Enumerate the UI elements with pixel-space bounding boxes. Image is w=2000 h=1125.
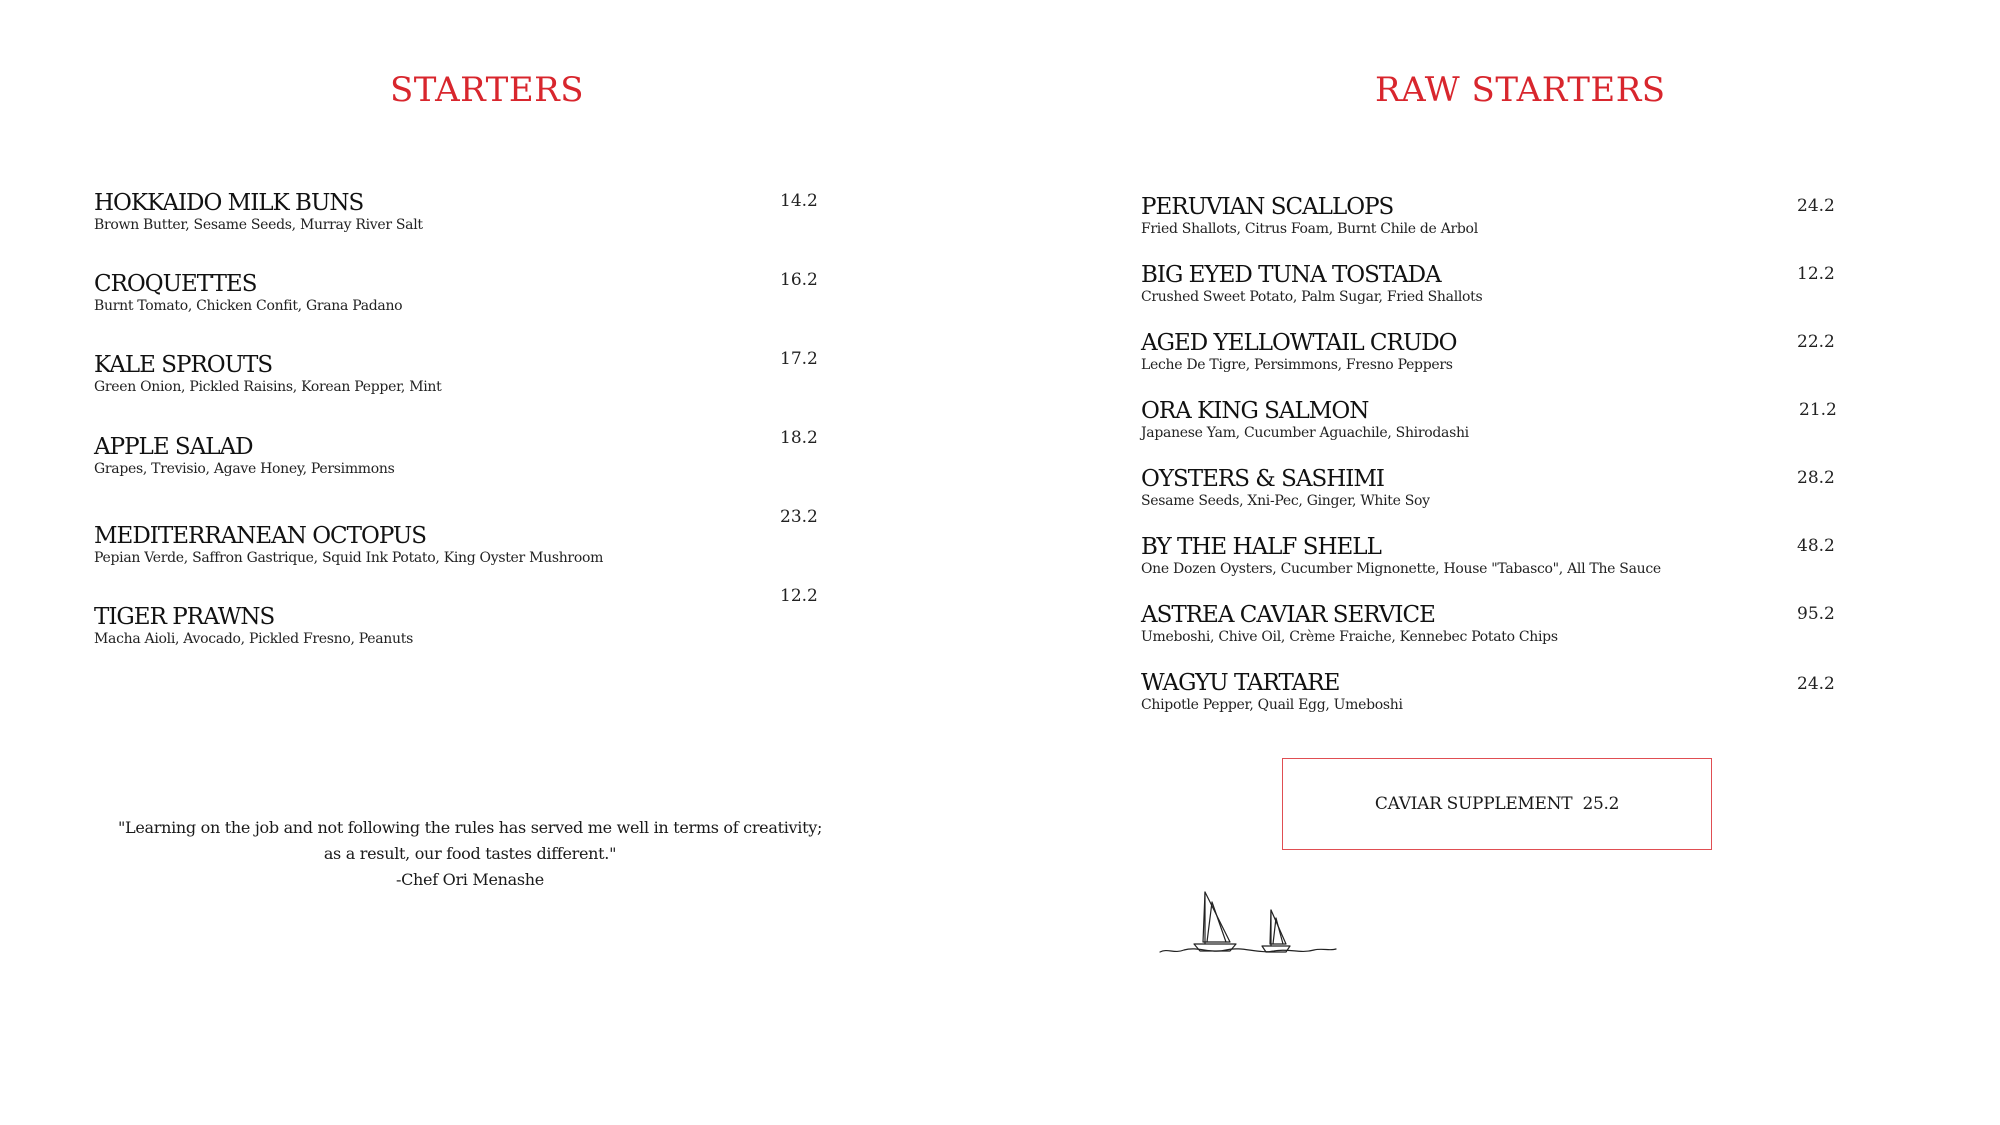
item-description: Fried Shallots, Citrus Foam, Burnt Chile de Arbol xyxy=(1141,221,1478,237)
quote-line: "Learning on the job and not following the rules has served me well in terms of creativity; xyxy=(117,818,823,837)
item-price: 17.2 xyxy=(780,349,818,369)
item-name: MEDITERRANEAN OCTOPUS xyxy=(94,523,427,549)
item-description: Crushed Sweet Potato, Palm Sugar, Fried Shallots xyxy=(1141,289,1483,305)
item-description: Green Onion, Pickled Raisins, Korean Pepper, Mint xyxy=(94,379,442,395)
menu-item-wagyu-tartare xyxy=(1141,670,1403,714)
raw-starters-title: RAW STARTERS xyxy=(1375,70,1666,110)
item-price: 14.2 xyxy=(780,191,818,211)
item-description: One Dozen Oysters, Cucumber Mignonette, House "Tabasco", All The Sauce xyxy=(1141,561,1661,577)
caviar-supplement-box: CAVIAR SUPPLEMENT 25.2 xyxy=(1282,758,1712,850)
item-name: HOKKAIDO MILK BUNS xyxy=(94,190,364,216)
item-price: 12.2 xyxy=(780,586,818,606)
item-price: 48.2 xyxy=(1797,536,1835,556)
menu-item-apple-salad xyxy=(94,434,395,478)
item-name: APPLE SALAD xyxy=(94,434,253,460)
quote-line: as a result, our food tastes different." xyxy=(323,844,617,863)
item-name: PERUVIAN SCALLOPS xyxy=(1141,194,1394,220)
quote-attribution: -Chef Ori Menashe xyxy=(396,870,544,889)
item-name: AGED YELLOWTAIL CRUDO xyxy=(1141,330,1457,356)
item-description: Grapes, Trevisio, Agave Honey, Persimmons xyxy=(94,461,395,477)
item-price: 18.2 xyxy=(780,428,818,448)
item-name: KALE SPROUTS xyxy=(94,352,273,378)
sailboats-line-drawing-icon xyxy=(1158,888,1338,958)
menu-item-hokkaido-milk-buns xyxy=(94,190,423,234)
item-price: 23.2 xyxy=(780,507,818,527)
item-description: Leche De Tigre, Persimmons, Fresno Peppers xyxy=(1141,357,1453,373)
menu-item-oysters-sashimi xyxy=(1141,466,1430,510)
item-price: 24.2 xyxy=(1797,196,1835,216)
menu-item-astrea-caviar-service xyxy=(1141,602,1558,646)
item-price: 22.2 xyxy=(1797,332,1835,352)
item-description: Burnt Tomato, Chicken Confit, Grana Padano xyxy=(94,298,403,314)
item-price: 12.2 xyxy=(1797,264,1835,284)
item-description: Brown Butter, Sesame Seeds, Murray River Salt xyxy=(94,217,423,233)
menu-item-peruvian-scallops xyxy=(1141,194,1478,238)
item-description: Umeboshi, Chive Oil, Crème Fraiche, Kennebec Potato Chips xyxy=(1141,629,1558,645)
item-name: BY THE HALF SHELL xyxy=(1141,534,1381,560)
menu-item-big-eyed-tuna-tostada xyxy=(1141,262,1482,306)
item-name: WAGYU TARTARE xyxy=(1141,670,1340,696)
item-name: CROQUETTES xyxy=(94,271,257,297)
starters-title: STARTERS xyxy=(390,70,585,110)
item-price: 24.2 xyxy=(1797,674,1835,694)
menu-item-aged-yellowtail-crudo xyxy=(1141,330,1457,374)
item-name: ORA KING SALMON xyxy=(1141,398,1369,424)
item-price: 21.2 xyxy=(1799,400,1837,420)
menu-item-by-the-half-shell xyxy=(1141,534,1661,578)
menu-item-ora-king-salmon xyxy=(1141,398,1469,442)
menu-item-tiger-prawns xyxy=(94,604,413,648)
item-description: Macha Aioli, Avocado, Pickled Fresno, Peanuts xyxy=(94,631,413,647)
menu-item-kale-sprouts xyxy=(94,352,441,396)
item-description: Sesame Seeds, Xni-Pec, Ginger, White Soy xyxy=(1141,493,1430,509)
item-price: 16.2 xyxy=(780,270,818,290)
item-description: Japanese Yam, Cucumber Aguachile, Shirodashi xyxy=(1141,425,1469,441)
chef-quote xyxy=(110,815,830,893)
item-name: OYSTERS & SASHIMI xyxy=(1141,466,1384,492)
item-description: Pepian Verde, Saffron Gastrique, Squid Ink Potato, King Oyster Mushroom xyxy=(94,550,604,566)
menu-item-croquettes xyxy=(94,271,402,315)
menu-item-mediterranean-octopus xyxy=(94,523,603,567)
item-name: TIGER PRAWNS xyxy=(94,604,275,630)
item-name: BIG EYED TUNA TOSTADA xyxy=(1141,262,1441,288)
item-price: 28.2 xyxy=(1797,468,1835,488)
item-description: Chipotle Pepper, Quail Egg, Umeboshi xyxy=(1141,697,1403,713)
item-name: ASTREA CAVIAR SERVICE xyxy=(1141,602,1435,628)
item-price: 95.2 xyxy=(1797,604,1835,624)
